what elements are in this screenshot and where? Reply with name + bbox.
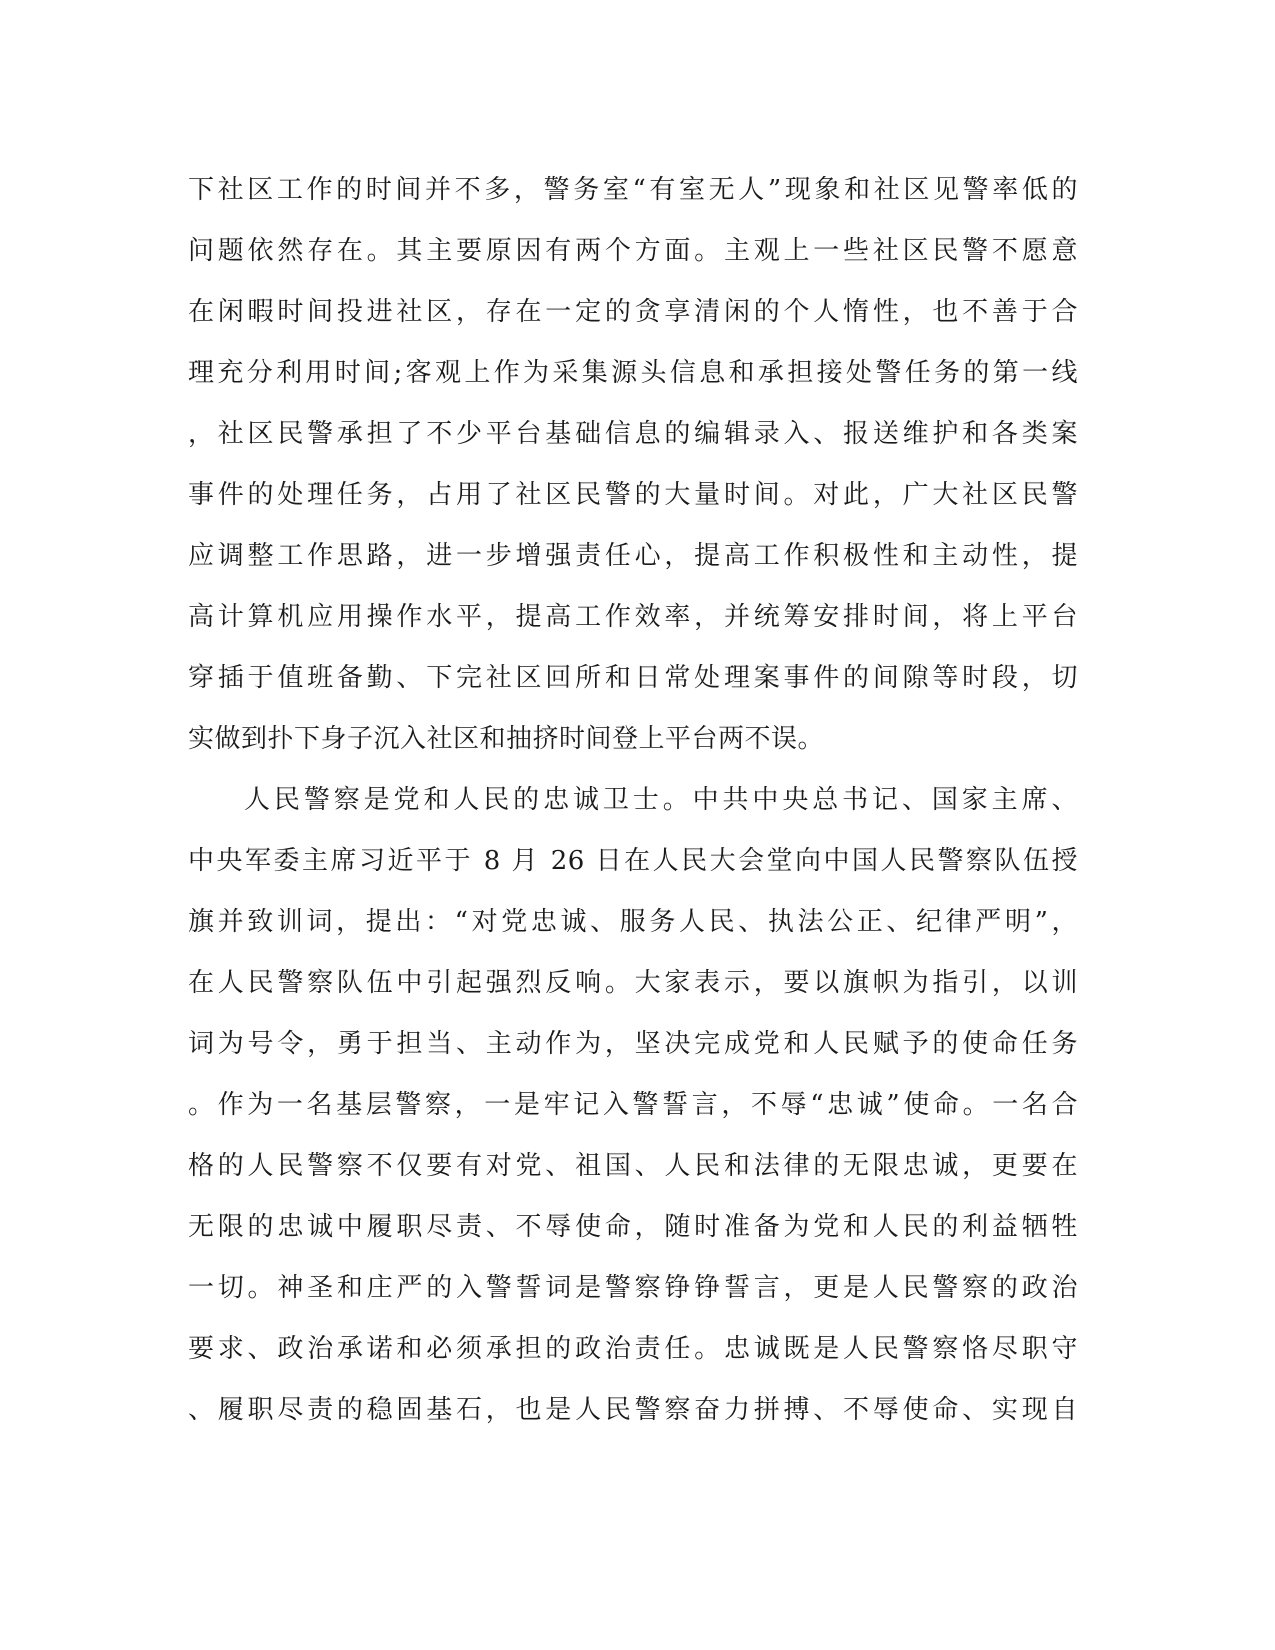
text-line: 应调整工作思路，进一步增强责任心，提高工作积极性和主动性，提 (188, 541, 1078, 571)
text-line: 词为号令，勇于担当、主动作为，坚决完成党和人民赋予的使命任务 (188, 1029, 1078, 1059)
text-line: 事件的处理任务，占用了社区民警的大量时间。对此，广大社区民警 (188, 480, 1078, 510)
text-line: 穿插于值班备勤、下完社区回所和日常处理案事件的间隙等时段，切 (188, 663, 1078, 693)
text-line: 要求、政治承诺和必须承担的政治责任。忠诚既是人民警察恪尽职守 (188, 1334, 1078, 1364)
text-line: 格的人民警察不仅要有对党、祖国、人民和法律的无限忠诚，更要在 (188, 1151, 1078, 1181)
text-line: 理充分利用时间;客观上作为采集源头信息和承担接处警任务的第一线 (188, 358, 1078, 388)
text-line: 、履职尽责的稳固基石，也是人民警察奋力拼搏、不辱使命、实现自 (188, 1395, 1078, 1425)
text-line: 实做到扑下身子沉入社区和抽挤时间登上平台两不误。 (188, 724, 825, 754)
text-line: 下社区工作的时间并不多，警务室“有室无人”现象和社区见警率低的 (188, 175, 1078, 205)
text-line: 人民警察是党和人民的忠诚卫士。中共中央总书记、国家主席、 (244, 785, 1078, 815)
text-line: 旗并致训词，提出：“对党忠诚、服务人民、执法公正、纪律严明”， (188, 907, 1078, 937)
text-line: 问题依然存在。其主要原因有两个方面。主观上一些社区民警不愿意 (188, 236, 1078, 266)
text-line: 一切。神圣和庄严的入警誓词是警察铮铮誓言，更是人民警察的政治 (188, 1273, 1078, 1303)
text-line: 。作为一名基层警察，一是牢记入警誓言，不辱“忠诚”使命。一名合 (188, 1090, 1078, 1120)
paragraph-2 (188, 770, 1078, 1441)
text-line: ，社区民警承担了不少平台基础信息的编辑录入、报送维护和各类案 (188, 419, 1078, 449)
body-text (188, 160, 1078, 1441)
paragraph-1 (188, 160, 1078, 770)
text-line: 无限的忠诚中履职尽责、不辱使命，随时准备为党和人民的利益牺牲 (188, 1212, 1078, 1242)
text-line: 在闲暇时间投进社区，存在一定的贪享清闲的个人惰性，也不善于合 (188, 297, 1078, 327)
text-line: 中央军委主席习近平于 8 月 26 日在人民大会堂向中国人民警察队伍授 (188, 846, 1078, 876)
text-line: 在人民警察队伍中引起强烈反响。大家表示，要以旗帜为指引，以训 (188, 968, 1078, 998)
text-line: 高计算机应用操作水平，提高工作效率，并统筹安排时间，将上平台 (188, 602, 1078, 632)
